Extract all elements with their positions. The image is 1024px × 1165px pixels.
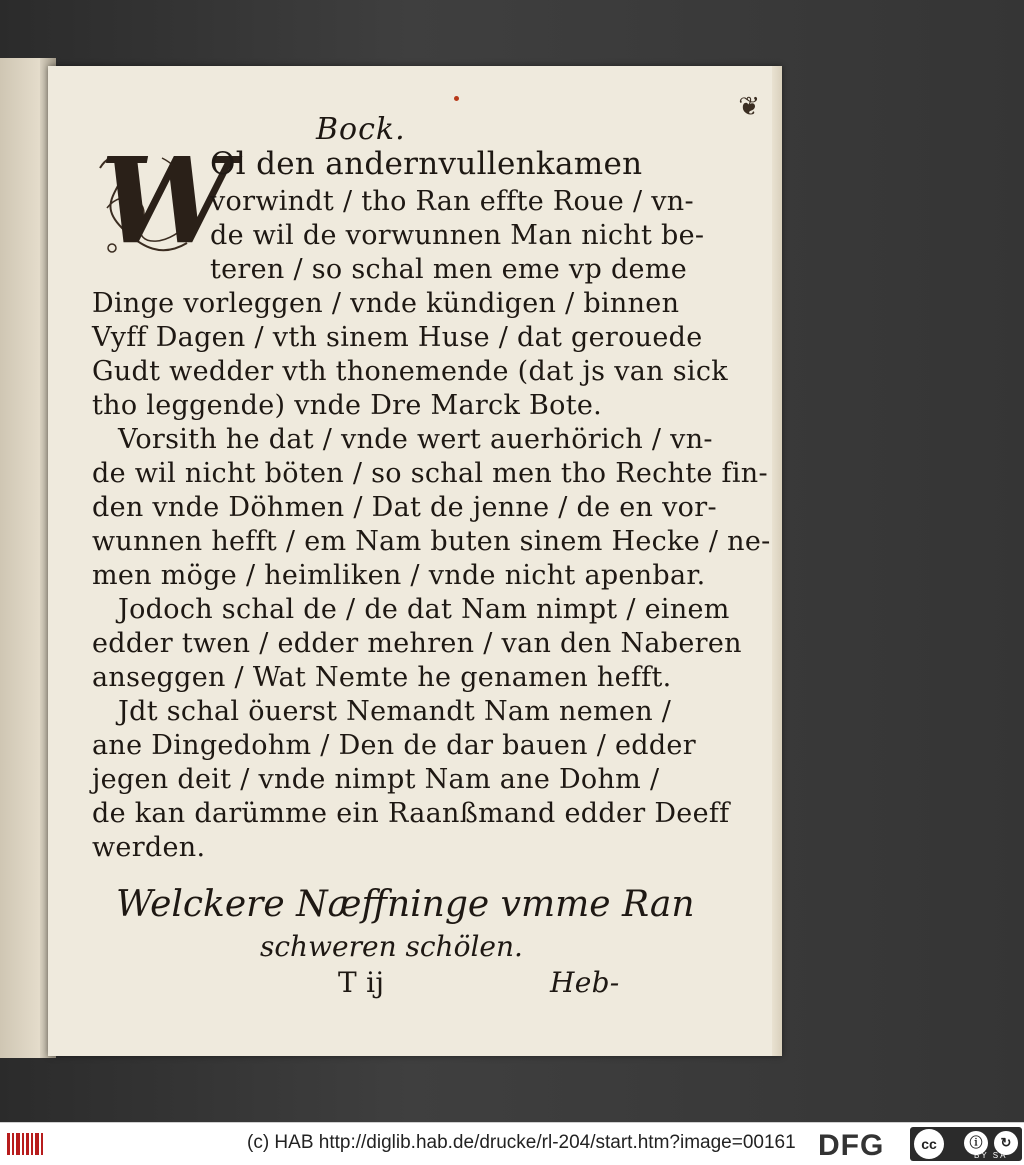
license-labels: BY SA: [974, 1151, 1008, 1160]
text-line: edder twen / edder mehren / van den Naberen: [92, 628, 742, 659]
text-line: jegen deit / vnde nimpt Nam ane Dohm /: [92, 764, 660, 795]
text-line: men möge / heimliken / vnde nicht apenbar.: [92, 560, 706, 591]
text-line: de wil de vorwunnen Man nicht be-: [210, 220, 705, 251]
ornament-icon: ❦: [738, 92, 760, 122]
text-line: ane Dingedohm / Den de dar bauen / edder: [92, 730, 696, 761]
text-line: vorwindt / tho Ran effte Roue / vn-: [210, 186, 694, 217]
barcode-logo-icon: [6, 1129, 44, 1159]
page-edge: [772, 66, 782, 1056]
text-line: Ol den andernvullenkamen: [210, 146, 643, 182]
book-page: [48, 66, 782, 1056]
text-line: Vyff Dagen / vth sinem Huse / dat gerouede: [92, 322, 703, 353]
text-line: Vorsith he dat / vnde wert auerhörich / vn-: [118, 424, 713, 455]
running-head: Bock.: [316, 112, 406, 147]
catchword: Heb-: [550, 966, 620, 999]
decorated-initial: [92, 131, 233, 270]
text-line: werden.: [92, 832, 206, 863]
text-line: Jodoch schal de / de dat Nam nimpt / einem: [118, 594, 730, 625]
red-mark: [454, 96, 459, 101]
initial-letter: W: [100, 131, 233, 270]
text-line: wunnen hefft / em Nam buten sinem Hecke / ne-: [92, 526, 771, 557]
text-line: de kan darümme ein Raanßmand edder Deeff: [92, 798, 730, 829]
section-heading: Welckere Næffninge vmme Ran: [116, 884, 695, 925]
text-line: anseggen / Wat Nemte he genamen hefft.: [92, 662, 672, 693]
section-heading-continued: schweren schölen.: [260, 930, 523, 963]
text-line: teren / so schal men eme vp deme: [210, 254, 687, 285]
text-line: Gudt wedder vth thonemende (dat js van sick: [92, 356, 728, 387]
signature-mark: T ij: [338, 966, 385, 999]
text-line: Dinge vorleggen / vnde kündigen / binnen: [92, 288, 680, 319]
text-line: de wil nicht böten / so schal men tho Rechte fin-: [92, 458, 768, 489]
footer-bar: [0, 1122, 1024, 1165]
text-line: tho leggende) vnde Dre Marck Bote.: [92, 390, 603, 421]
sa-icon: ↻: [994, 1131, 1018, 1155]
text-line: den vnde Döhmen / Dat de jenne / de en vor-: [92, 492, 717, 523]
license-badge[interactable]: [910, 1127, 1022, 1161]
text-line: Jdt schal öuerst Nemandt Nam nemen /: [118, 696, 672, 727]
by-icon: ⓘ: [964, 1131, 988, 1155]
dfg-logo[interactable]: DFG: [818, 1129, 885, 1162]
copyright-link[interactable]: (c) HAB http://diglib.hab.de/drucke/rl-204/start.htm?image=00161: [247, 1132, 796, 1153]
cc-icon: cc: [914, 1129, 944, 1159]
